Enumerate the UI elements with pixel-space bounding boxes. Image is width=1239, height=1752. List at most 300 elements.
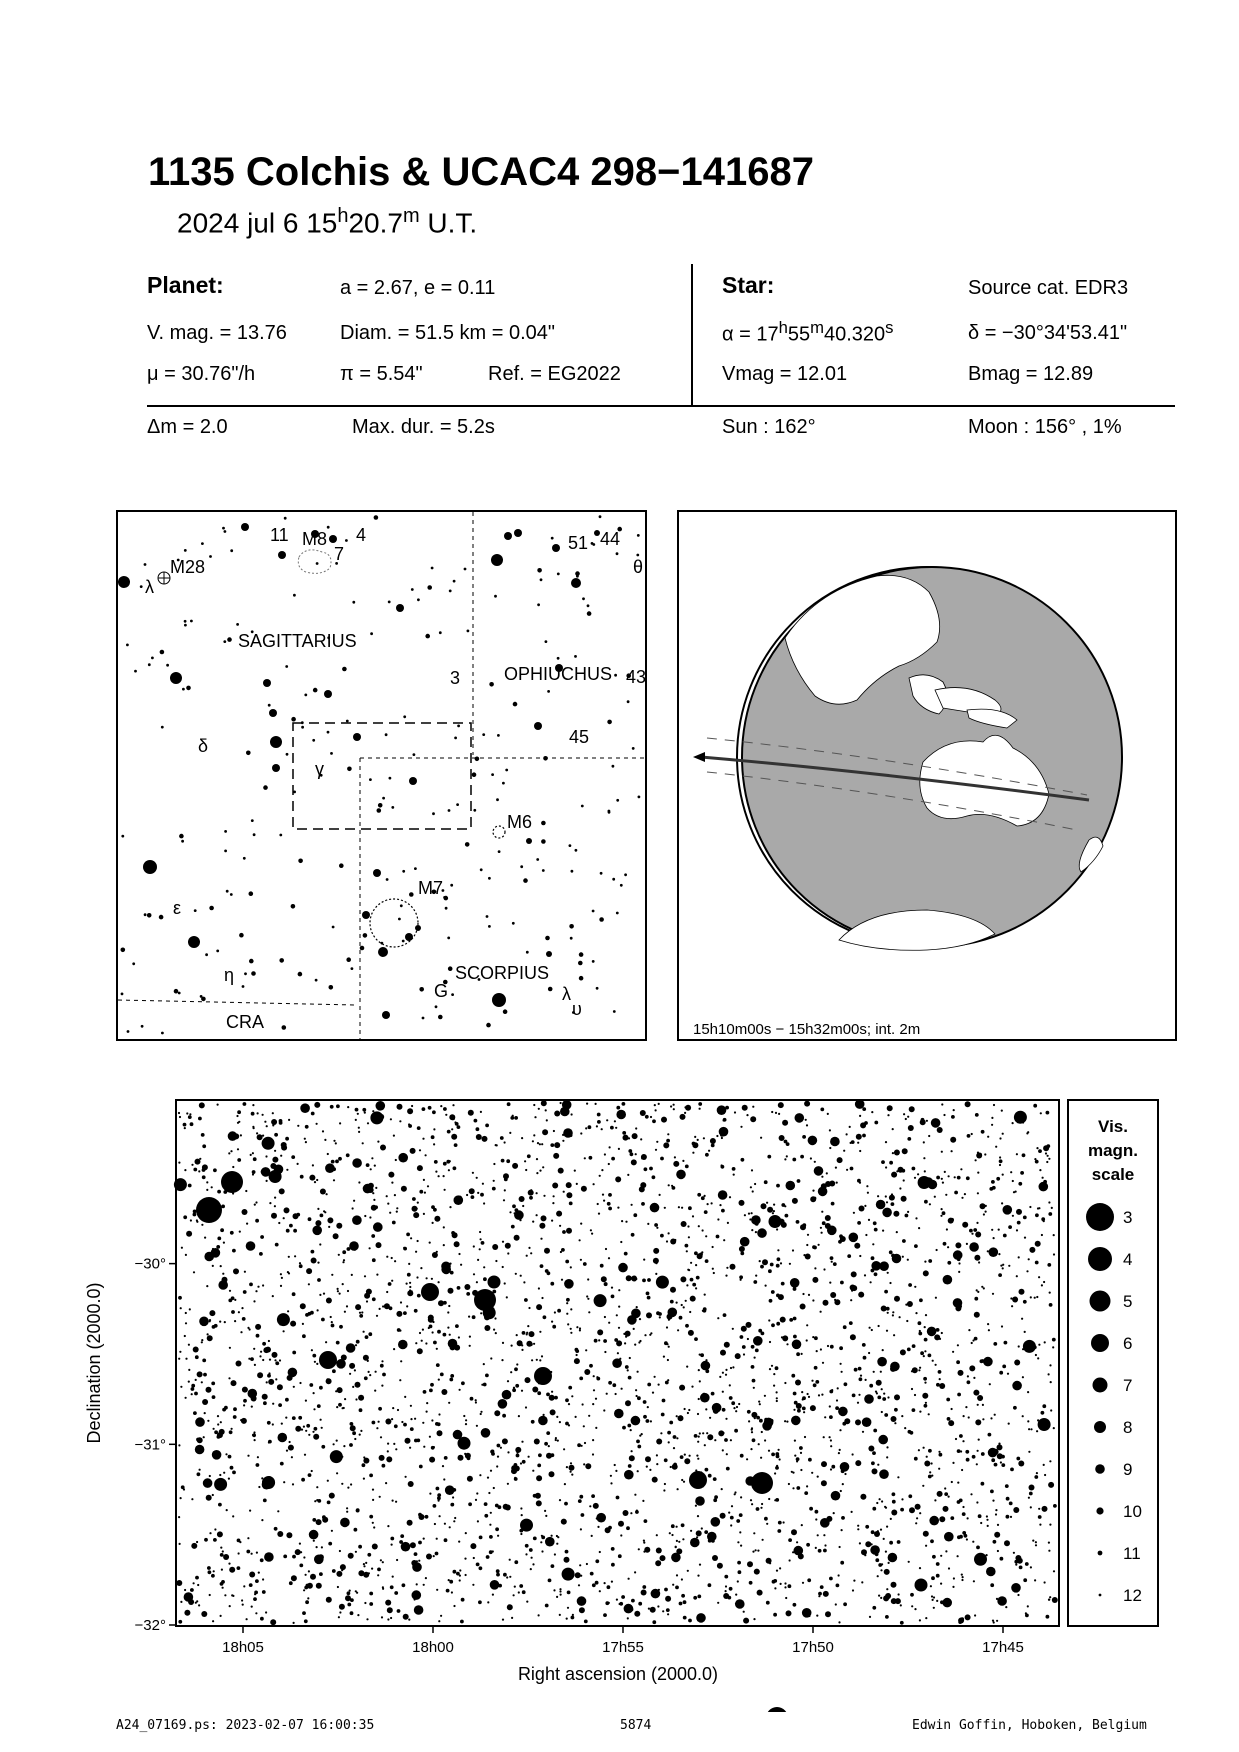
detail-star: [838, 1574, 840, 1576]
detail-star: [543, 1315, 547, 1319]
detail-star: [764, 1395, 766, 1397]
detail-star: [725, 1106, 729, 1110]
detail-star: [846, 1133, 848, 1135]
detail-star: [374, 1390, 376, 1392]
detail-star: [628, 1376, 632, 1380]
detail-star: [886, 1456, 888, 1458]
detail-star: [737, 1580, 739, 1582]
detail-star: [241, 1599, 243, 1601]
detail-star: [525, 1544, 529, 1548]
detail-star: [681, 1594, 685, 1598]
detail-star: [694, 1337, 698, 1341]
detail-star: [924, 1461, 930, 1467]
detail-star: [815, 1547, 817, 1549]
detail-star: [1016, 1275, 1018, 1277]
detail-star: [1030, 1296, 1032, 1298]
detail-star: [631, 1450, 633, 1452]
detail-star: [831, 1261, 833, 1263]
detail-star: [923, 1447, 925, 1449]
detail-star: [880, 1371, 882, 1373]
detail-star: [178, 1162, 180, 1164]
detail-star: [372, 1110, 374, 1112]
detail-star: [965, 1406, 967, 1408]
detail-star: [497, 1456, 499, 1458]
detail-star: [368, 1332, 372, 1336]
detail-star: [996, 1177, 1000, 1181]
detail-star: [658, 1103, 660, 1105]
detail-star: [184, 1610, 190, 1616]
detail-star: [435, 1422, 439, 1426]
detail-star: [959, 1499, 963, 1503]
detail-star: [211, 1204, 213, 1206]
detail-star: [739, 1246, 745, 1252]
detail-star: [457, 1286, 461, 1290]
detail-star: [269, 1359, 271, 1361]
detail-star: [1012, 1215, 1014, 1217]
detail-star: [781, 1282, 785, 1286]
detail-star: [436, 1251, 438, 1253]
detail-star: [420, 1267, 422, 1269]
y-axis-label: Declination (2000.0): [84, 1282, 104, 1444]
detail-star: [1029, 1485, 1035, 1491]
detail-star: [339, 1550, 341, 1552]
detail-star: [597, 1203, 599, 1205]
detail-star: [291, 1575, 297, 1581]
detail-star: [796, 1220, 800, 1224]
detail-star: [502, 1619, 504, 1621]
detail-star: [237, 1110, 241, 1114]
detail-star: [406, 1233, 410, 1237]
detail-star: [868, 1352, 870, 1354]
detail-star: [987, 1136, 989, 1138]
detail-star: [556, 1211, 562, 1217]
detail-star: [423, 1390, 427, 1394]
detail-star: [232, 1249, 236, 1253]
detail-star: [208, 1570, 212, 1574]
detail-star: [1038, 1344, 1040, 1346]
detail-star: [800, 1155, 804, 1159]
detail-star: [556, 1535, 558, 1537]
detail-star: [690, 1530, 692, 1532]
detail-star: [447, 1130, 451, 1134]
detail-star: [699, 1108, 701, 1110]
detail-star: [917, 1173, 919, 1175]
detail-star: [191, 1164, 193, 1166]
detail-star: [545, 1604, 549, 1608]
detail-star: [524, 1160, 526, 1162]
label-3: 3: [450, 668, 461, 688]
detail-star: [475, 1499, 477, 1501]
detail-star: [479, 1248, 481, 1250]
detail-star: [442, 1465, 444, 1467]
detail-star: [237, 1148, 239, 1150]
detail-star: [197, 1371, 203, 1377]
detail-star: [853, 1580, 855, 1582]
detail-star: [552, 1202, 554, 1204]
detail-star: [583, 1262, 587, 1266]
detail-star: [217, 1237, 221, 1241]
detail-star: [792, 1340, 802, 1350]
detail-star: [908, 1125, 914, 1131]
detail-star: [275, 1361, 279, 1365]
detail-star: [373, 1222, 383, 1232]
detail-star: [236, 1270, 238, 1272]
detail-star: [391, 1182, 393, 1184]
finder-star: [542, 869, 545, 872]
detail-star: [213, 1168, 217, 1172]
detail-star: [1035, 1541, 1037, 1543]
finder-star: [612, 765, 615, 768]
detail-star: [823, 1549, 827, 1553]
earth-globe: [677, 510, 1177, 1041]
detail-star: [738, 1570, 742, 1574]
detail-star: [743, 1353, 745, 1355]
detail-star: [238, 1552, 240, 1554]
detail-star: [211, 1186, 213, 1188]
detail-star: [408, 1619, 410, 1621]
detail-star: [581, 1186, 587, 1192]
detail-star: [415, 1342, 417, 1344]
detail-star: [682, 1538, 684, 1540]
detail-star: [190, 1219, 192, 1221]
detail-star: [342, 1283, 344, 1285]
detail-star: [599, 1175, 601, 1177]
detail-star: [329, 1493, 335, 1499]
detail-star: [309, 1175, 315, 1181]
detail-star: [352, 1215, 362, 1225]
detail-star: [667, 1431, 671, 1435]
detail-star: [217, 1104, 219, 1106]
finder-star: [166, 664, 169, 667]
detail-star: [529, 1548, 533, 1552]
detail-star: [394, 1194, 396, 1196]
detail-star: [655, 1560, 661, 1566]
detail-star: [978, 1514, 982, 1518]
label-eta: η: [224, 965, 235, 985]
detail-star: [580, 1132, 582, 1134]
detail-star: [776, 1184, 780, 1188]
detail-star: [714, 1439, 716, 1441]
detail-star: [769, 1368, 771, 1370]
detail-star: [1046, 1111, 1050, 1115]
detail-star: [314, 1181, 316, 1183]
detail-star: [232, 1515, 234, 1517]
detail-star: [444, 1189, 446, 1191]
detail-star: [957, 1555, 959, 1557]
detail-star: [706, 1432, 708, 1434]
detail-star: [821, 1211, 823, 1213]
detail-star: [424, 1192, 426, 1194]
detail-star: [842, 1422, 846, 1426]
legend-marker: [1090, 1291, 1111, 1312]
detail-star: [203, 1436, 205, 1438]
detail-star: [973, 1377, 975, 1379]
detail-star: [286, 1169, 288, 1171]
detail-star: [364, 1602, 366, 1604]
detail-star: [364, 1112, 366, 1114]
detail-star: [951, 1115, 955, 1119]
detail-star: [446, 1160, 450, 1164]
detail-star: [885, 1615, 889, 1619]
detail-star: [733, 1407, 735, 1409]
detail-star: [504, 1178, 508, 1182]
detail-star: [238, 1311, 240, 1313]
detail-star: [505, 1243, 511, 1249]
detail-star: [662, 1610, 664, 1612]
detail-star: [796, 1403, 802, 1409]
detail-star: [1053, 1253, 1055, 1255]
detail-star: [1044, 1341, 1046, 1343]
detail-star: [883, 1538, 885, 1540]
detail-star: [302, 1611, 306, 1615]
detail-star: [259, 1252, 263, 1256]
detail-star: [1004, 1540, 1010, 1546]
detail-star: [935, 1364, 937, 1366]
detail-star: [380, 1364, 384, 1368]
detail-star: [518, 1591, 520, 1593]
detail-star: [1001, 1110, 1003, 1112]
detail-star: [1001, 1325, 1003, 1327]
detail-star: [484, 1325, 490, 1331]
detail-star: [363, 1563, 365, 1565]
detail-star: [331, 1274, 333, 1276]
detail-star: [941, 1151, 943, 1153]
detail-star: [934, 1334, 940, 1340]
detail-star: [247, 1537, 249, 1539]
detail-star: [331, 1160, 335, 1164]
detail-star: [638, 1341, 640, 1343]
finder-star: [475, 757, 480, 762]
detail-star: [289, 1581, 293, 1585]
detail-star: [223, 1472, 225, 1474]
detail-star: [555, 1437, 557, 1439]
detail-star: [937, 1127, 943, 1133]
detail-star: [470, 1397, 474, 1401]
detail-star: [553, 1195, 555, 1197]
detail-star: [423, 1584, 425, 1586]
detail-star: [202, 1144, 206, 1148]
detail-star: [358, 1127, 360, 1129]
detail-star: [919, 1583, 923, 1587]
detail-star: [924, 1170, 926, 1172]
detail-star: [451, 1591, 453, 1593]
detail-star: [1017, 1594, 1019, 1596]
detail-star: [593, 1183, 595, 1185]
detail-star: [537, 1464, 541, 1468]
detail-star: [793, 1287, 797, 1291]
finder-star: [385, 733, 388, 736]
detail-star: [207, 1335, 213, 1341]
detail-star: [549, 1395, 555, 1401]
detail-star: [252, 1170, 256, 1174]
detail-star: [747, 1410, 751, 1414]
detail-star: [892, 1314, 894, 1316]
detail-star: [612, 1383, 616, 1387]
finder-star: [537, 603, 540, 606]
detail-star: [548, 1579, 552, 1583]
detail-star: [800, 1452, 802, 1454]
detail-star: [998, 1253, 1000, 1255]
detail-star: [672, 1584, 674, 1586]
finder-star: [209, 906, 214, 911]
detail-star: [936, 1249, 938, 1251]
detail-star: [835, 1603, 837, 1605]
detail-star: [370, 1168, 372, 1170]
detail-star: [345, 1595, 351, 1601]
finder-star: [182, 688, 185, 691]
detail-star: [307, 1597, 309, 1599]
detail-star: [912, 1367, 918, 1373]
detail-star: [312, 1164, 314, 1166]
detail-star: [1052, 1346, 1054, 1348]
detail-star: [697, 1193, 701, 1197]
detail-star: [841, 1529, 843, 1531]
detail-star: [746, 1458, 748, 1460]
detail-star: [883, 1393, 885, 1395]
detail-star: [392, 1221, 396, 1225]
detail-star: [608, 1207, 612, 1211]
detail-star: [278, 1433, 288, 1443]
detail-star: [347, 1603, 351, 1607]
detail-star: [750, 1499, 752, 1501]
detail-star: [242, 1209, 248, 1215]
finder-star: [534, 722, 542, 730]
detail-star: [1008, 1423, 1010, 1425]
detail-star: [196, 1221, 198, 1223]
label-theta: θ: [633, 557, 644, 577]
detail-star: [618, 1327, 620, 1329]
detail-star: [972, 1455, 976, 1459]
detail-star: [784, 1205, 786, 1207]
detail-star: [882, 1230, 884, 1232]
detail-star: [771, 1290, 775, 1294]
detail-star: [399, 1330, 401, 1332]
detail-star: [232, 1595, 234, 1597]
detail-star: [724, 1575, 728, 1579]
detail-star: [406, 1305, 408, 1307]
detail-star: [687, 1570, 689, 1572]
detail-star: [588, 1311, 590, 1313]
detail-star: [262, 1114, 264, 1116]
detail-star: [875, 1391, 877, 1393]
finder-star: [268, 704, 271, 707]
moon-elongation: Moon : 156° , 1%: [968, 416, 1122, 438]
detail-star: [621, 1220, 623, 1222]
detail-star: [404, 1396, 406, 1398]
detail-star: [579, 1377, 583, 1381]
detail-star: [321, 1546, 323, 1548]
detail-star: [650, 1607, 656, 1613]
finder-star: [453, 580, 456, 583]
detail-star: [586, 1295, 588, 1297]
detail-star: [915, 1312, 917, 1314]
finder-star: [591, 542, 594, 545]
detail-star: [206, 1387, 212, 1393]
finder-star: [143, 860, 157, 874]
detail-star: [355, 1119, 357, 1121]
detail-star: [1034, 1158, 1036, 1160]
detail-star: [825, 1611, 831, 1617]
detail-star: [699, 1380, 701, 1382]
detail-star: [1049, 1596, 1051, 1598]
detail-star: [893, 1211, 899, 1217]
detail-star: [312, 1431, 314, 1433]
detail-star: [562, 1568, 575, 1581]
detail-star: [616, 1599, 618, 1601]
detail-star: [646, 1466, 648, 1468]
detail-star: [584, 1620, 588, 1624]
label-m8: M8: [302, 529, 328, 549]
detail-star: [940, 1555, 942, 1557]
detail-star: [611, 1563, 615, 1567]
detail-star: [446, 1589, 450, 1593]
detail-star: [806, 1485, 808, 1487]
detail-star: [932, 1521, 936, 1525]
detail-star: [536, 1158, 538, 1160]
detail-star: [229, 1605, 231, 1607]
detail-star: [390, 1585, 394, 1589]
detail-star: [202, 1359, 206, 1363]
detail-star: [199, 1317, 209, 1327]
detail-star: [368, 1371, 370, 1373]
detail-star: [884, 1569, 890, 1575]
detail-star: [864, 1121, 868, 1125]
detail-star: [608, 1193, 612, 1197]
footer-author: Edwin Goffin, Hoboken, Belgium: [912, 1718, 1147, 1733]
detail-star: [555, 1439, 557, 1441]
detail-star: [232, 1471, 236, 1475]
detail-star: [239, 1541, 241, 1543]
detail-star: [435, 1171, 437, 1173]
detail-star: [720, 1513, 726, 1519]
detail-star: [347, 1106, 349, 1108]
detail-star: [245, 1190, 247, 1192]
detail-star: [246, 1618, 248, 1620]
finder-star: [587, 611, 592, 616]
detail-star: [355, 1304, 361, 1310]
detail-star: [272, 1352, 278, 1358]
detail-star: [601, 1128, 603, 1130]
detail-star: [685, 1165, 689, 1169]
detail-star: [871, 1329, 873, 1331]
detail-star: [468, 1110, 474, 1116]
detail-star: [372, 1489, 374, 1491]
detail-star: [680, 1455, 684, 1459]
detail-star: [626, 1526, 630, 1530]
detail-star: [724, 1438, 728, 1442]
detail-star: [994, 1463, 998, 1467]
detail-star: [736, 1406, 738, 1408]
detail-star: [977, 1450, 979, 1452]
detail-star: [792, 1487, 794, 1489]
detail-star: [514, 1235, 520, 1241]
detail-star: [231, 1428, 233, 1430]
detail-star: [815, 1518, 817, 1520]
detail-star: [416, 1208, 418, 1210]
detail-star: [340, 1564, 346, 1570]
detail-star: [725, 1275, 727, 1277]
finder-star: [638, 796, 641, 799]
finder-star: [178, 992, 181, 995]
detail-star: [624, 1604, 634, 1614]
detail-star: [859, 1115, 861, 1117]
detail-star: [310, 1574, 316, 1580]
detail-star: [872, 1243, 874, 1245]
detail-star: [604, 1582, 606, 1584]
detail-star: [926, 1120, 928, 1122]
detail-star: [283, 1330, 285, 1332]
detail-star: [1044, 1474, 1046, 1476]
